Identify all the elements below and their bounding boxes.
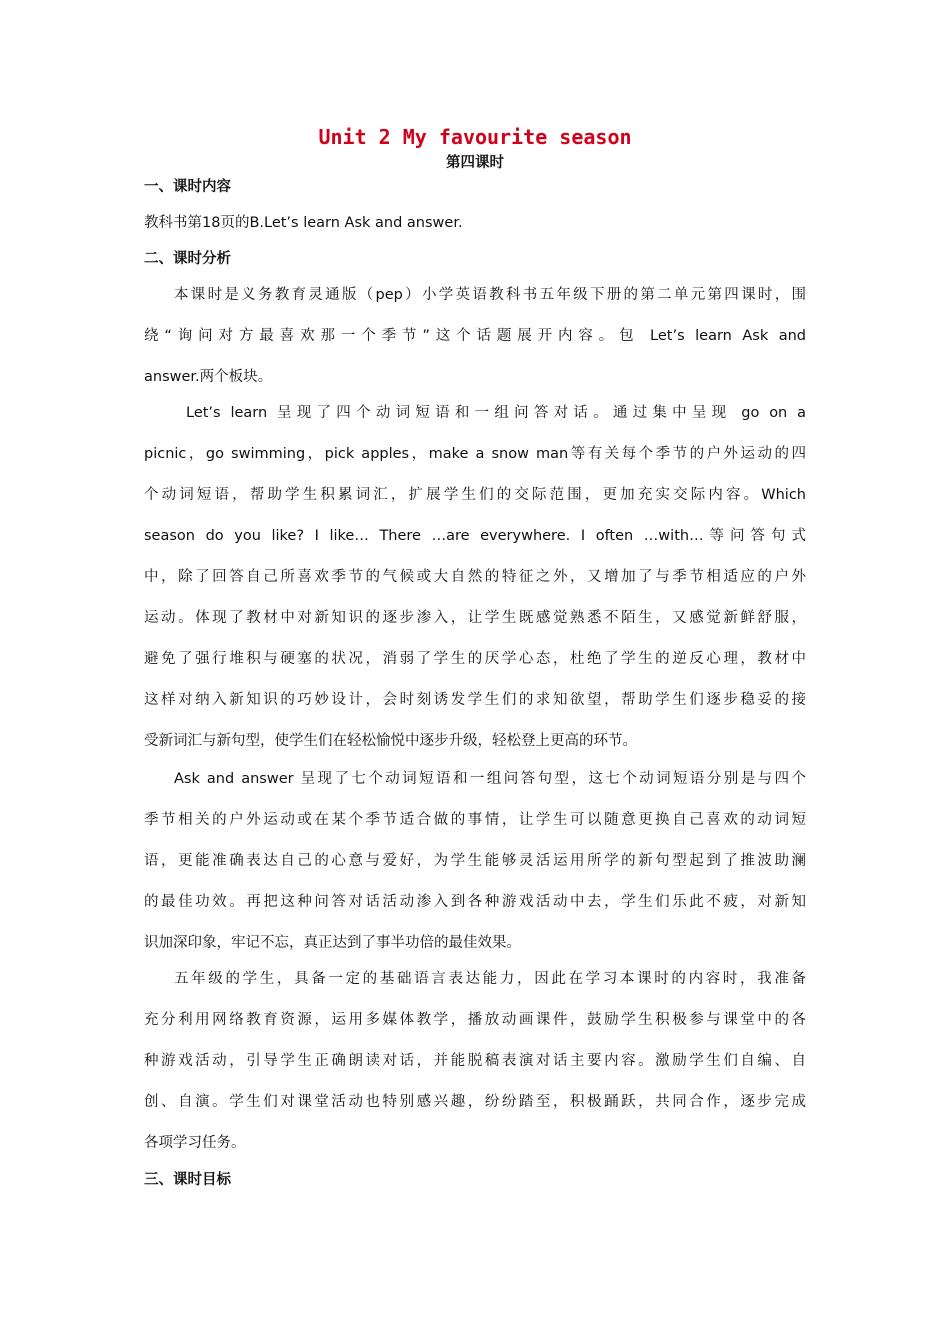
lesson-content-text: 教科书第18页的B.Let’s learn Ask and answer. [144, 215, 463, 231]
paragraph-line: 季节相关的户外运动或在某个季节适合做的事情，让学生可以随意更换自己喜欢的动词短 [144, 812, 806, 828]
paragraph-line: 绕“询问对方最喜欢那一个季节”这个话题展开内容。包 Let’s learn Ask and [144, 328, 806, 344]
paragraph-line: 这样对纳入新知识的巧妙设计，会时刻诱发学生们的求知欲望，帮助学生们逐步稳妥的接 [144, 692, 806, 708]
paragraph-line: Let’s learn 呈现了四个动词短语和一组问答对话。通过集中呈现 go on a [186, 405, 806, 421]
paragraph-line: 避免了强行堆积与硬塞的状况，消弱了学生的厌学心态，杜绝了学生的逆反心理，教材中 [144, 651, 806, 667]
paragraph-line: 创、自演。学生们对课堂活动也特别感兴趣，纷纷踏至，积极踊跃，共同合作，逐步完成 [144, 1094, 806, 1110]
paragraph-line: 运动。体现了教材中对新知识的逐步渗入，让学生既感觉熟悉不陌生，又感觉新鲜舒服， [144, 610, 806, 626]
section-heading-lesson-analysis: 二、课时分析 [144, 251, 231, 267]
paragraph-line: 充分利用网络教育资源，运用多媒体教学，播放动画课件，鼓励学生积极参与课堂中的各 [144, 1012, 806, 1028]
paragraph-line: 语，更能准确表达自己的心意与爱好，为学生能够灵活运用所学的新句型起到了推波助澜 [144, 853, 806, 869]
paragraph-line: 受新词汇与新句型，使学生们在轻松愉悦中逐步升级，轻松登上更高的环节。 [144, 733, 637, 749]
paragraph-line: 各项学习任务。 [144, 1135, 246, 1151]
paragraph-line: 本课时是义务教育灵通版（pep）小学英语教科书五年级下册的第二单元第四课时，围 [174, 287, 806, 303]
paragraph-line: answer.两个板块。 [144, 369, 273, 385]
paragraph-line: 个动词短语，帮助学生积累词汇，扩展学生们的交际范围，更加充实交际内容。Which [144, 487, 806, 503]
section-heading-lesson-goals: 三、课时目标 [144, 1172, 231, 1188]
paragraph-line: Ask and answer 呈现了七个动词短语和一组问答句型，这七个动词短语分别是与四个 [174, 771, 806, 787]
paragraph-line: 种游戏活动，引导学生正确朗读对话，并能脱稿表演对话主要内容。激励学生们自编、自 [144, 1053, 806, 1069]
paragraph-line: 识加深印象，牢记不忘，真正达到了事半功倍的最佳效果。 [144, 935, 521, 951]
paragraph-line: 中，除了回答自己所喜欢季节的气候或大自然的特征之外，又增加了与季节相适应的户外 [144, 569, 806, 585]
paragraph-line: 的最佳功效。再把这种问答对话活动渗入到各种游戏活动中去，学生们乐此不疲，对新知 [144, 894, 806, 910]
paragraph-line: 五年级的学生，具备一定的基础语言表达能力，因此在学习本课时的内容时，我准备 [174, 971, 806, 987]
section-heading-lesson-content: 一、课时内容 [144, 179, 231, 195]
document-title: Unit 2 My favourite season [318, 125, 632, 149]
paragraph-line: picnic，go swimming，pick apples，make a snow man等有关每个季节的户外运动的四 [144, 446, 806, 462]
paragraph-line: season do you like? I like… There …are everywhere. I often …with…等问答句式 [144, 528, 806, 544]
document-subtitle: 第四课时 [446, 155, 504, 171]
